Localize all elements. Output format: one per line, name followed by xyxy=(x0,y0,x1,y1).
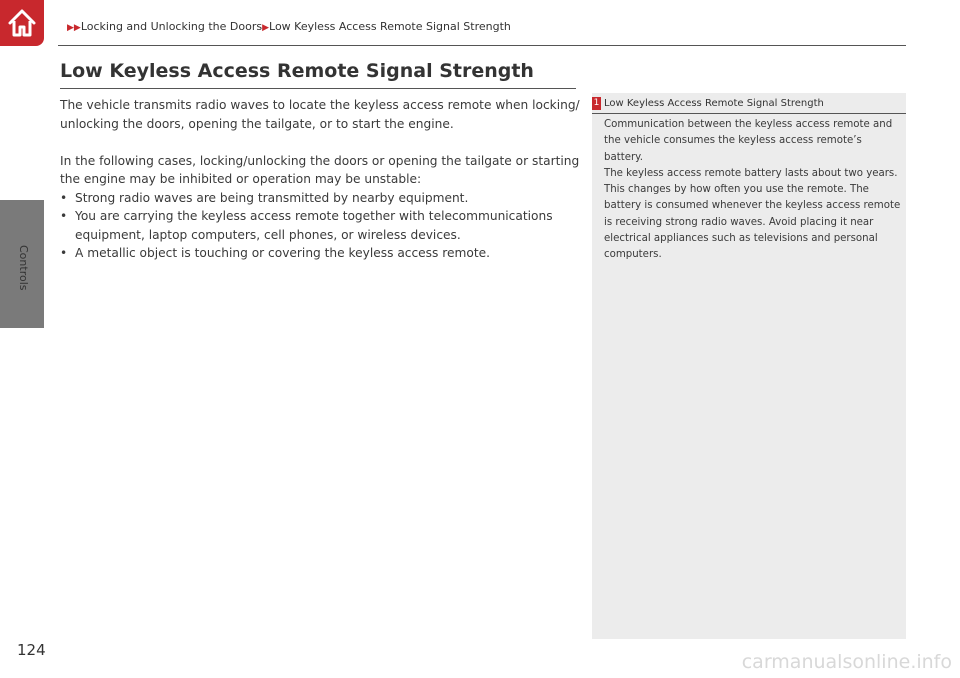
cases-intro-paragraph: In the following cases, locking/unlocking the doors or opening the tailgate or starting the engine may be inhibited or operation may be unstable: xyxy=(60,153,580,186)
list-item: • A metallic object is touching or covering the keyless access remote. xyxy=(60,244,580,263)
breadcrumb-link-current[interactable]: Low Keyless Access Remote Signal Strength xyxy=(269,20,511,33)
sidebar-note-body xyxy=(604,117,902,264)
list-item: • Strong radio waves are being transmitted by nearby equipment. xyxy=(60,189,580,208)
section-tab-label: Controls xyxy=(17,245,30,291)
title-divider xyxy=(60,88,576,89)
sidebar-note-paragraph: Communication between the keyless access remote and the vehicle consumes the keyless access remote’s battery. xyxy=(604,119,893,163)
note-number-badge: 1 xyxy=(593,98,600,108)
breadcrumb-arrow-icon: ▶ xyxy=(262,23,270,33)
header-divider xyxy=(58,45,906,46)
main-content xyxy=(60,96,580,263)
sidebar-note-paragraph: The keyless access remote battery lasts about two years. This changes by how often you use the remote. The battery is consumed whenever the keyless access remote is receiving strong radio waves. Avoid placing it near electrical appliances such as televisions and personal computers. xyxy=(604,167,901,261)
home-icon xyxy=(5,6,39,40)
breadcrumb xyxy=(67,20,511,33)
sidebar-note xyxy=(592,93,906,639)
list-item: • You are carrying the keyless access remote together with telecommunications equipment, laptop computers, cell phones, or wireless devices. xyxy=(60,207,580,244)
sidebar-note-title: Low Keyless Access Remote Signal Strength xyxy=(604,98,824,109)
home-button[interactable] xyxy=(0,0,44,46)
bullet-list xyxy=(60,189,580,263)
page-title: Low Keyless Access Remote Signal Strength xyxy=(60,60,534,82)
breadcrumb-link-parent[interactable]: Locking and Unlocking the Doors xyxy=(80,20,263,33)
sidebar-note-header xyxy=(592,93,906,114)
intro-paragraph: The vehicle transmits radio waves to locate the keyless access remote when locking/ unlocking the doors, opening the tailgate, or to start the engine. xyxy=(60,98,580,131)
page-number: 124 xyxy=(17,641,46,659)
breadcrumb-arrow-icon: ▶▶ xyxy=(67,23,81,33)
watermark: carmanualsonline.info xyxy=(741,651,952,673)
